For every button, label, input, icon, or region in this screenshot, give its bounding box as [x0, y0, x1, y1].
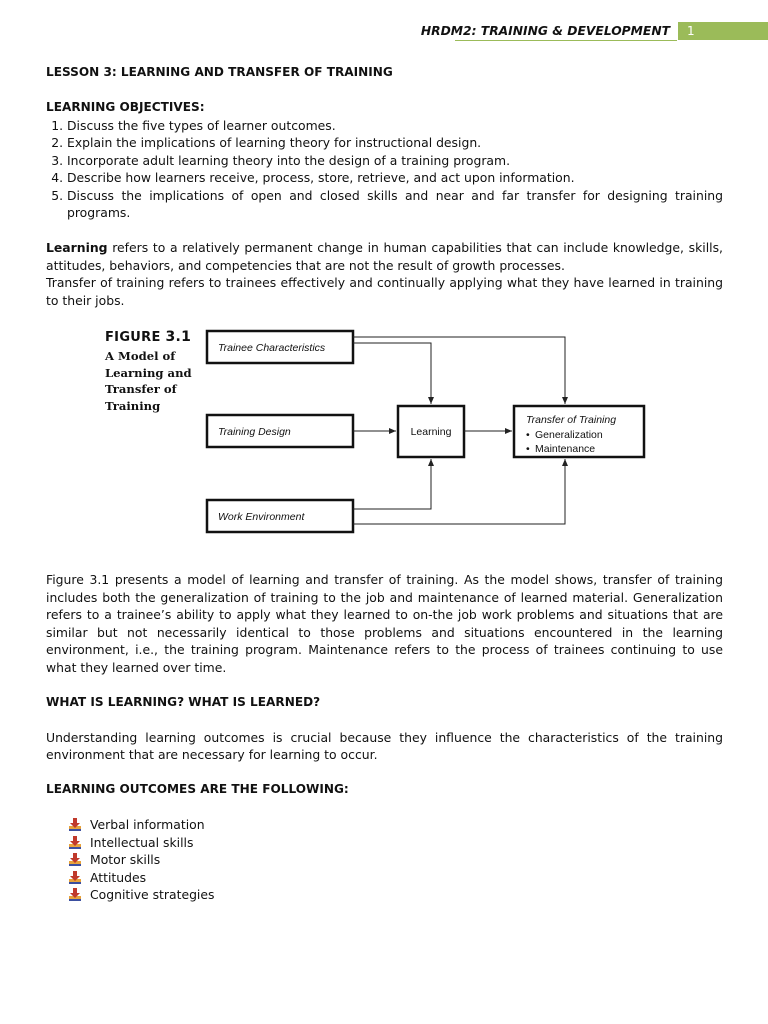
lesson-title: LESSON 3: LEARNING AND TRANSFER OF TRAINING: [46, 65, 393, 79]
arrow-environment-to-learning: [353, 459, 431, 509]
objective-item: 3. Incorporate adult learning theory into the design of a training program.: [67, 152, 723, 170]
down-arrow-bullet-icon: [68, 853, 82, 866]
list-item: [68, 816, 723, 834]
figure-explanation: Figure 3.1 presents a model of learning and transfer of training. As the model shows, transfer of training includes both the generalization of training to the job and maintenance of learned material. Generalization refers to a trainee’s ability to apply what they learned to on-the job work problems and situations that are similar but not necessarily identical to those problems and situations encountered in the learning environment, i.e., the training program. Maintenance refers to the process of trainees continuing to use what they learned over time.: [46, 572, 723, 675]
list-item: [68, 886, 723, 904]
figure-3-1: [102, 329, 702, 551]
section-learning-text: Understanding learning outcomes is crucial because they influence the characteristics of the training environment that are necessary for learning to occur.: [46, 729, 723, 762]
outcome-text: Intellectual skills: [90, 834, 194, 850]
outcome-text: Cognitive strategies: [90, 887, 215, 902]
learning-definition: [46, 239, 723, 274]
list-item: [68, 851, 723, 869]
outcomes-heading: LEARNING OUTCOMES ARE THE FOLLOWING:: [46, 782, 349, 796]
label-trainee-characteristics: Trainee Characteristics: [218, 342, 326, 354]
objectives-list: [46, 117, 723, 222]
figure-diagram: [102, 329, 702, 551]
document-body: [46, 64, 723, 904]
arrow-trainee-to-learning: [353, 343, 431, 404]
outcome-text: Verbal information: [90, 817, 205, 832]
label-training-design: Training Design: [218, 426, 291, 438]
figure-label-word: FIGURE: [105, 330, 161, 345]
learning-definition-text: refers to a relatively permanent change in human capabilities that can include knowledge, skills, attitudes, behaviors, and competencies that are not the result of growth processes.: [46, 240, 723, 273]
objective-item: 2. Explain the implications of learning theory for instructional design.: [67, 134, 723, 152]
down-arrow-bullet-icon: [68, 818, 82, 831]
label-learning: Learning: [410, 426, 452, 438]
arrow-environment-to-transfer: [353, 459, 565, 524]
list-item: [68, 834, 723, 852]
arrow-trainee-to-transfer: [353, 337, 565, 404]
objective-item: 5. Discuss the implications of open and closed skills and near and far transfer for designing training programs.: [67, 187, 723, 222]
down-arrow-bullet-icon: [68, 871, 82, 884]
learning-term: Learning: [46, 240, 108, 255]
bullet-dot-1: •: [526, 429, 530, 441]
list-item: [68, 869, 723, 887]
page-number: 1: [678, 22, 768, 40]
outcomes-list: [46, 816, 723, 904]
header-title: HRDM2: TRAINING & DEVELOPMENT: [420, 24, 670, 38]
section-learning-heading: WHAT IS LEARNING? WHAT IS LEARNED?: [46, 694, 321, 709]
header-rule: [455, 40, 677, 41]
objective-item: 1. Discuss the five types of learner outcomes.: [67, 117, 723, 135]
page-header: [0, 22, 768, 42]
down-arrow-bullet-icon: [68, 888, 82, 901]
outcome-text: Attitudes: [90, 869, 147, 885]
label-work-environment: Work Environment: [218, 511, 305, 523]
label-maintenance: Maintenance: [535, 443, 596, 455]
objective-item: 4. Describe how learners receive, process, store, retrieve, and act upon information.: [67, 169, 723, 187]
objectives-heading: LEARNING OBJECTIVES:: [46, 100, 205, 114]
outcome-text: Motor skills: [90, 852, 161, 867]
label-generalization: Generalization: [535, 429, 603, 441]
transfer-definition: Transfer of training refers to trainees effectively and continually applying what they have learned in training to their jobs.: [46, 275, 723, 308]
label-transfer-of-training: Transfer of Training: [526, 414, 617, 426]
figure-caption: A Model of Learning and Transfer of Training: [105, 349, 192, 413]
down-arrow-bullet-icon: [68, 836, 82, 849]
figure-label-number: 3.1: [165, 329, 192, 345]
bullet-dot-2: •: [526, 443, 530, 455]
